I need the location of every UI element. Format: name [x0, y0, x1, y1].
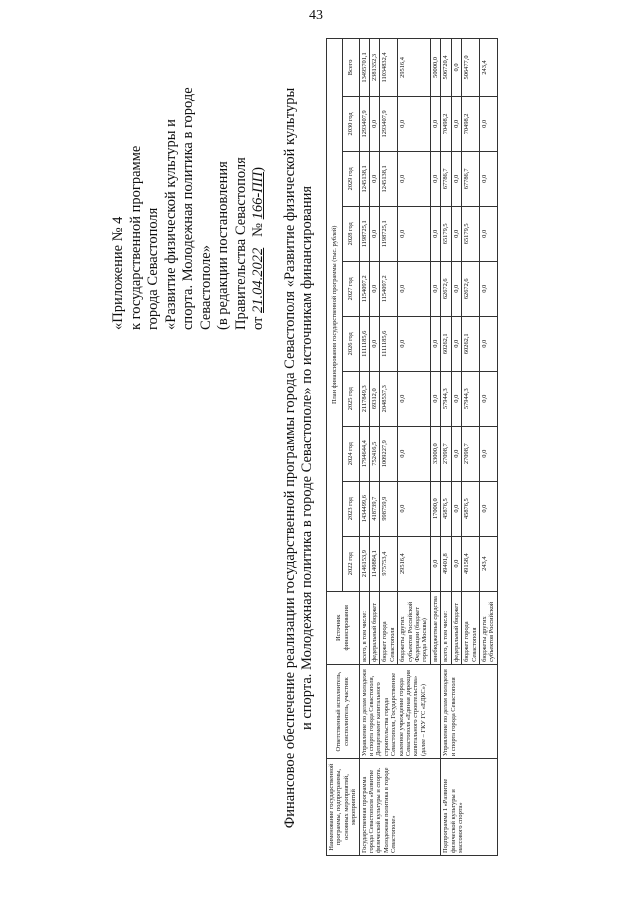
value-cell: 60262,1 [441, 316, 451, 371]
value-cell: 0,0 [479, 316, 497, 371]
appendix-line: Севастополе» [197, 245, 214, 330]
value-cell: 975753,4 [380, 536, 398, 591]
value-cell: 0,0 [451, 371, 461, 426]
value-cell: 0,0 [398, 426, 431, 481]
value-cell: 67786,7 [441, 151, 451, 206]
total-cell: 50000,0 [430, 39, 440, 97]
value-cell: 1111185,6 [359, 316, 369, 371]
value-cell: 62672,6 [462, 261, 480, 316]
value-cell: 65179,5 [441, 206, 451, 261]
value-cell: 0,0 [451, 96, 461, 151]
value-cell: 0,0 [398, 371, 431, 426]
value-cell: 0,0 [451, 316, 461, 371]
table-row [441, 39, 451, 856]
header-row [327, 39, 343, 856]
subprogram-executor: Управление по делам молодежи и спорта города Севастополя [441, 664, 497, 758]
value-cell: 1293407,9 [359, 96, 369, 151]
value-cell: 0,0 [451, 481, 461, 536]
value-cell: 1154097,2 [359, 261, 369, 316]
value-cell: 1245138,1 [359, 151, 369, 206]
value-cell: 0,0 [398, 481, 431, 536]
appendix-date-line: от 21.04.2022 № 166-ПП) [250, 167, 266, 330]
program-name: Государственная программа города Севастополя «Развитие физической культуры и спорта. Молодежная политика в городе Севастополе» [359, 759, 441, 856]
title-line-2: и спорта. Молодежная политика в городе Севастополе» по источникам финансирования [299, 185, 315, 731]
value-cell: 0,0 [398, 316, 431, 371]
resolution-number: 166-ПП [250, 171, 266, 220]
value-cell: 1111185,6 [380, 316, 398, 371]
value-cell: 45876,5 [462, 481, 480, 536]
total-cell: 506720,4 [441, 39, 451, 97]
appendix-line: города Севастополя [145, 207, 161, 330]
value-cell: 1198725,1 [359, 206, 369, 261]
source-cell: бюджет города Севастополя [380, 591, 398, 664]
header-year: 2022 год [343, 536, 359, 591]
source-cell: федеральный бюджет [451, 591, 461, 664]
appendix-line: «Приложение № 4 [110, 216, 126, 330]
value-cell: 0,0 [370, 316, 380, 371]
value-cell: 0,0 [451, 261, 461, 316]
value-cell: 0,0 [479, 206, 497, 261]
value-cell: 0,0 [479, 151, 497, 206]
value-cell: 0,0 [398, 96, 431, 151]
value-cell: 70498,2 [441, 96, 451, 151]
value-cell: 60262,1 [462, 316, 480, 371]
header-plan: План финансирования государственной программы (тыс. рублей) [327, 39, 343, 592]
appendix-line: «Развитие физической культуры и [162, 119, 179, 330]
appendix-line: спорта. Молодежная политика в городе [180, 87, 196, 330]
source-cell: бюджеты других субъектов Российской [479, 591, 497, 664]
rotated-landscape-content [24, 38, 614, 878]
value-cell: 0,0 [430, 261, 440, 316]
page-number: 43 [309, 8, 323, 23]
value-cell: 0,0 [398, 206, 431, 261]
source-cell: внебюджетные средства [430, 591, 440, 664]
resolution-date: 21.04.2022 [250, 247, 266, 313]
total-cell: 0,0 [451, 39, 461, 97]
value-cell: 0,0 [370, 261, 380, 316]
header-year: 2026 год [343, 316, 359, 371]
header-year: 2024 год [343, 426, 359, 481]
value-cell: 70498,2 [462, 96, 480, 151]
number-label: № [250, 223, 266, 237]
header-year: 2027 год [343, 261, 359, 316]
value-cell: 752416,5 [370, 426, 380, 481]
value-cell: 0,0 [430, 151, 440, 206]
value-cell: 0,0 [370, 206, 380, 261]
value-cell: 0,0 [430, 371, 440, 426]
value-cell: 2146153,9 [359, 536, 369, 591]
total-cell: 506477,0 [462, 39, 480, 97]
value-cell: 67786,7 [462, 151, 480, 206]
value-cell: 0,0 [479, 96, 497, 151]
value-cell: 0,0 [398, 151, 431, 206]
document-title [282, 38, 316, 878]
value-cell: 1140884,1 [370, 536, 380, 591]
value-cell: 0,0 [451, 536, 461, 591]
source-cell: всего, в том числе: [441, 591, 451, 664]
value-cell: 2117849,3 [359, 371, 369, 426]
value-cell: 0,0 [430, 316, 440, 371]
value-cell: 1293407,9 [380, 96, 398, 151]
value-cell: 49401,8 [441, 536, 451, 591]
value-cell: 57944,3 [441, 371, 451, 426]
value-cell: 17000,0 [430, 481, 440, 536]
value-cell: 65179,5 [462, 206, 480, 261]
header-year: 2023 год [343, 481, 359, 536]
value-cell: 45876,5 [441, 481, 451, 536]
value-cell: 0,0 [479, 426, 497, 481]
value-cell: 1154097,2 [380, 261, 398, 316]
value-cell: 0,0 [451, 206, 461, 261]
from-label: от [250, 316, 266, 330]
header-name: Наименование государственной программы, подпрограммы, основных мероприятий, мероприятий [327, 759, 360, 856]
total-cell: 2381352,3 [370, 39, 380, 97]
value-cell: 0,0 [451, 151, 461, 206]
header-year: 2025 год [343, 371, 359, 426]
value-cell: 0,0 [479, 261, 497, 316]
value-cell: 0,0 [370, 151, 380, 206]
value-cell: 0,0 [370, 96, 380, 151]
value-cell: 1245138,1 [380, 151, 398, 206]
value-cell: 418739,7 [370, 481, 380, 536]
value-cell: 998759,9 [380, 481, 398, 536]
value-cell: 49158,4 [462, 536, 480, 591]
value-cell: 0,0 [479, 371, 497, 426]
appendix-line: (в редакции постановления [215, 161, 231, 330]
header-executor: Ответственный исполнитель, соисполнитель, участник [327, 664, 360, 758]
value-cell: 1794644,4 [359, 426, 369, 481]
source-cell: бюджеты других субъектов Российской Федерации (бюджет города Москвы) [398, 591, 431, 664]
appendix-line: к государственной программе [127, 145, 144, 330]
value-cell: 62672,6 [441, 261, 451, 316]
table-row [359, 39, 369, 856]
value-cell: 243,4 [479, 536, 497, 591]
value-cell: 29516,4 [398, 536, 431, 591]
total-cell: 13495701,1 [359, 39, 369, 97]
total-cell: 243,4 [479, 39, 497, 97]
value-cell: 33000,0 [430, 426, 440, 481]
value-cell: 0,0 [430, 96, 440, 151]
total-cell: 11034832,4 [380, 39, 398, 97]
subprogram-name: Подпрограмма 1 «Развитие физической культуры и массового спорта» [441, 759, 497, 856]
value-cell: 57944,3 [462, 371, 480, 426]
value-cell: 0,0 [479, 481, 497, 536]
value-cell: 2048537,3 [380, 371, 398, 426]
total-cell: 29516,4 [398, 39, 431, 97]
program-executor: Управление по делам молодежи и спорта города Севастополя, Департамент капитального строительства города Севастополя, Государственное казенное учреждение города Севастополя «Единая дирекция капитального строительства» (далее – ГКУ ГС «ЕДКС») [359, 664, 441, 758]
value-cell: 27098,7 [462, 426, 480, 481]
financing-table [326, 38, 498, 856]
header-year: 2029 год [343, 151, 359, 206]
appendix-header [110, 70, 268, 330]
value-cell: 0,0 [430, 536, 440, 591]
header-source: Источник финансирования [327, 591, 360, 664]
value-cell: 69312,0 [370, 371, 380, 426]
value-cell: 0,0 [430, 206, 440, 261]
value-cell: 0,0 [451, 426, 461, 481]
header-year: 2030 год [343, 96, 359, 151]
value-cell: 1009227,9 [380, 426, 398, 481]
source-cell: бюджет города Севастополя [462, 591, 480, 664]
appendix-line: Правительства Севастополя [232, 157, 249, 330]
value-cell: 1198725,1 [380, 206, 398, 261]
header-total: Всего [343, 39, 359, 97]
value-cell: 27098,7 [441, 426, 451, 481]
value-cell: 1434499,6 [359, 481, 369, 536]
header-year: 2028 год [343, 206, 359, 261]
source-cell: федеральный бюджет [370, 591, 380, 664]
value-cell: 0,0 [398, 261, 431, 316]
title-line-1: Финансовое обеспечение реализации государственной программы города Севастополя «Развитие физической культуры [282, 87, 298, 829]
source-cell: всего, в том числе: [359, 591, 369, 664]
